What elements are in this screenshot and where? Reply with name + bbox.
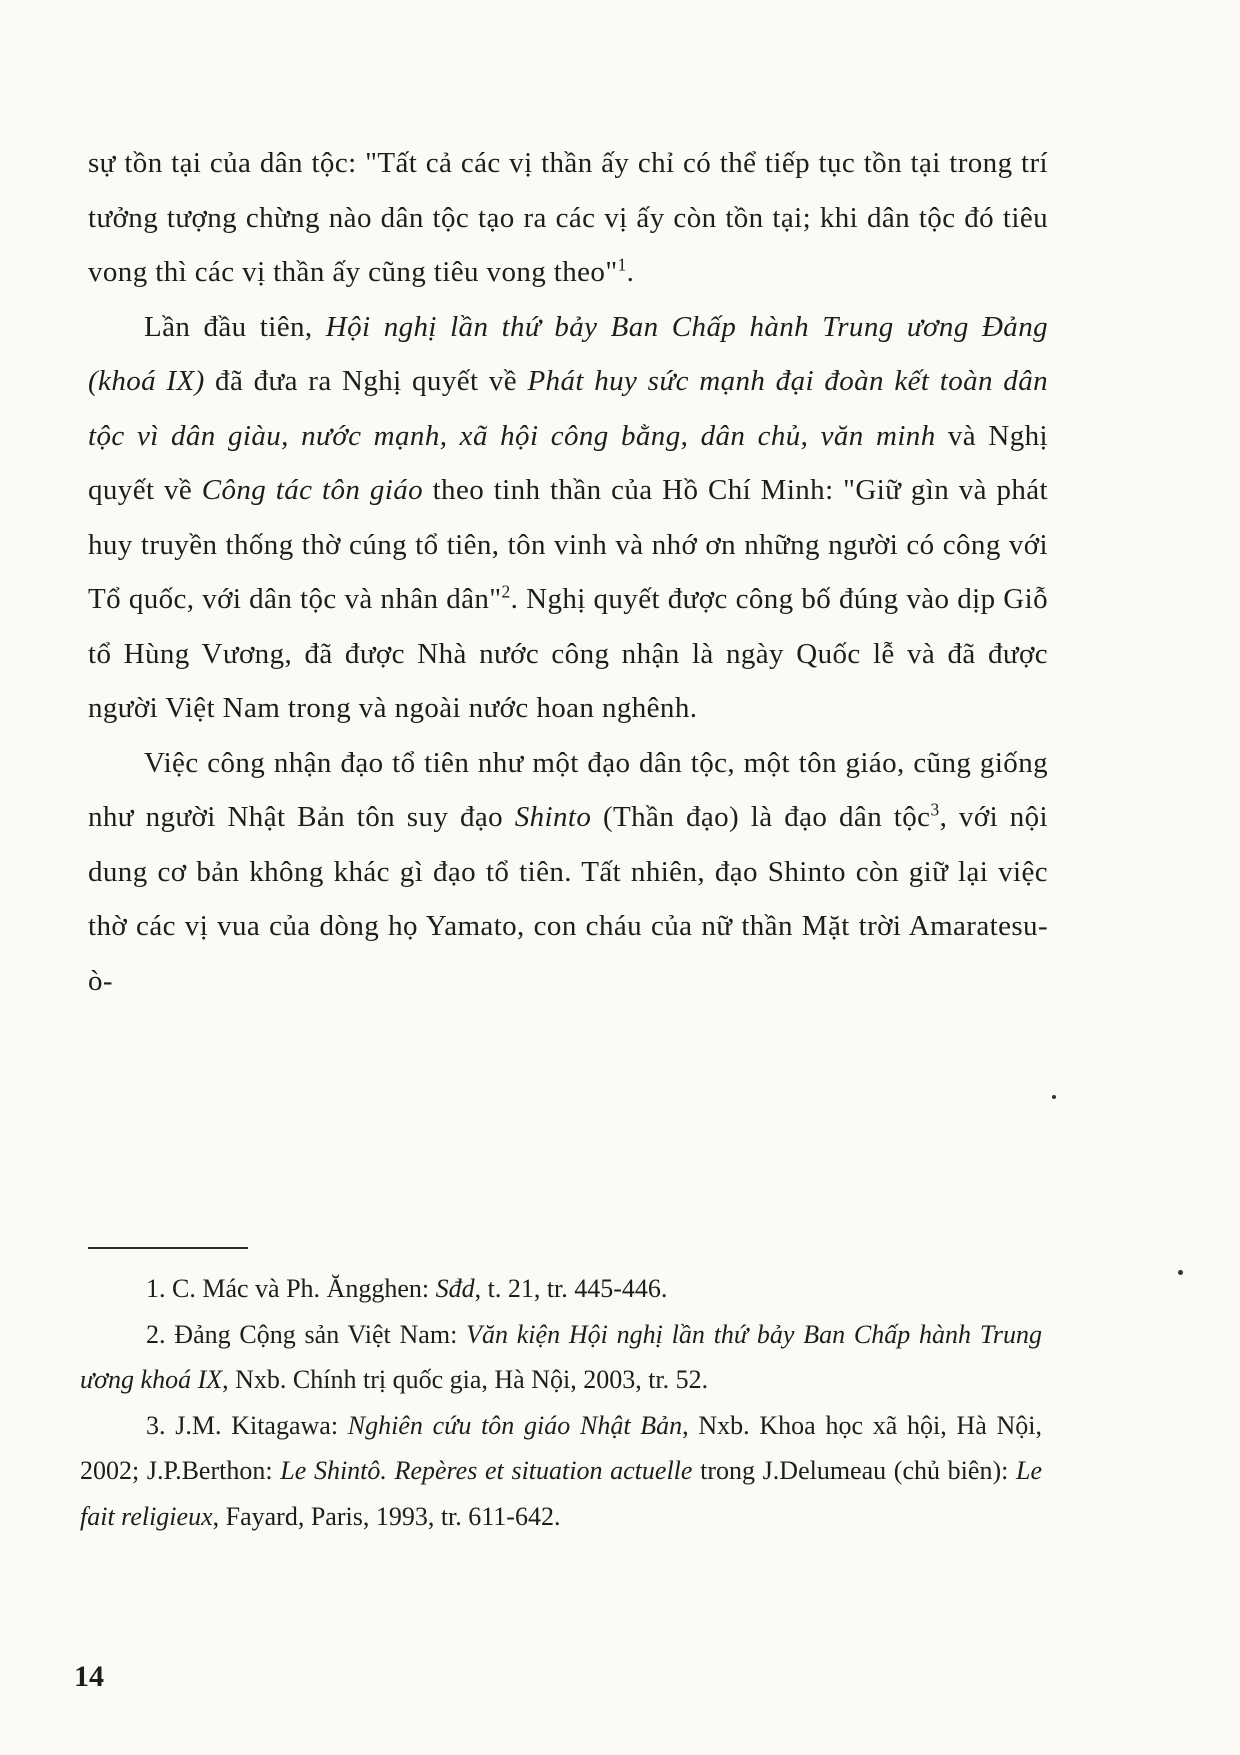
text-run: 1. C. Mác và Ph. Ăngghen: bbox=[146, 1274, 436, 1303]
footnotes bbox=[80, 1266, 1042, 1539]
text-run: đã đưa ra Nghị quyết về bbox=[204, 365, 528, 397]
footnote-divider bbox=[88, 1247, 248, 1249]
text-run: , Fayard, Paris, 1993, tr. 611-642. bbox=[212, 1501, 561, 1531]
italic-text: Shinto bbox=[514, 801, 592, 833]
text-run: sự tồn tại của dân tộc: "Tất cả các vị thần ấy chỉ có thể tiếp tục tồn tại trong trí tưởng tượng chừng nào dân tộc tạo ra các vị ấy còn tồn tại; khi dân tộc đó tiêu vong thì các vị thần ấy cũng tiêu vong theo" bbox=[88, 147, 1048, 288]
text-run: Việc công nhận đạo tổ tiên như một đạo dân tộc, một tôn giáo, cũng giống như người Nhật Bản tôn suy đạo bbox=[88, 746, 1048, 833]
text-run: trong J.Delumeau (chủ biên): bbox=[692, 1456, 1016, 1485]
paragraph bbox=[88, 736, 1048, 1009]
text-run: theo tinh thần của Hồ Chí Minh: "Giữ gìn và phát huy truyền thống thờ cúng tổ tiên, tôn vinh và nhớ ơn những người có công với Tổ quốc, với dân tộc và nhân dân" bbox=[88, 474, 1048, 615]
footnote-marker: 3 bbox=[930, 799, 940, 820]
footnote-marker: 2 bbox=[501, 581, 511, 602]
text-run: , t. 21, tr. 445-446. bbox=[474, 1274, 668, 1303]
text-run: , với nội dung cơ bản không khác gì đạo tổ tiên. Tất nhiên, đạo Shinto còn giữ lại việc thờ các vị vua của dòng họ Yamato, con cháu của nữ thần Mặt trời Amaratesu-ò- bbox=[88, 801, 1048, 997]
italic-text: Le Shintô. Repères et situation actuelle bbox=[280, 1456, 693, 1485]
text-run: (Thần đạo) là đạo dân tộc bbox=[591, 801, 931, 833]
footnote-marker: 1 bbox=[617, 254, 627, 275]
italic-text: Công tác tôn giáo bbox=[201, 474, 423, 506]
italic-text: Hội nghị lần thứ bảy Ban Chấp hành Trung ương Đảng (khoá IX) bbox=[88, 310, 1049, 397]
paragraph bbox=[88, 300, 1048, 736]
text-run: . bbox=[626, 256, 635, 288]
scan-speck bbox=[1178, 1270, 1183, 1275]
body-text bbox=[88, 136, 1048, 1008]
page-number: 14 bbox=[74, 1660, 104, 1693]
scan-speck bbox=[1052, 1095, 1056, 1099]
footnote bbox=[80, 1266, 1042, 1312]
text-run: 3. J.M. Kitagawa: bbox=[146, 1410, 348, 1440]
footnote bbox=[80, 1312, 1042, 1403]
text-run: và Nghị quyết về bbox=[88, 419, 1048, 506]
italic-text: Phát huy sức mạnh đại đoàn kết toàn dân tộc vì dân giàu, nước mạnh, xã hội công bằng, dân chủ, văn minh bbox=[88, 365, 1048, 452]
text-run: . Nghị quyết được công bố đúng vào dịp Giỗ tổ Hùng Vương, đã được Nhà nước công nhận là ngày Quốc lễ và đã được người Việt Nam trong và ngoài nước hoan nghênh. bbox=[88, 583, 1048, 724]
italic-text: Le fait religieux bbox=[80, 1456, 1042, 1531]
paragraph bbox=[88, 136, 1048, 300]
italic-text: Nghiên cứu tôn giáo Nhật Bản bbox=[347, 1410, 683, 1440]
text-run: , Nxb. Khoa học xã hội, Hà Nội, 2002; J.P.Berthon: bbox=[80, 1410, 1042, 1485]
italic-text: Văn kiện Hội nghị lần thứ bảy Ban Chấp hành Trung ương khoá IX bbox=[80, 1319, 1042, 1394]
text-run: 2. Đảng Cộng sản Việt Nam: bbox=[146, 1319, 467, 1349]
text-run: Lần đầu tiên, bbox=[144, 310, 326, 343]
text-run: , Nxb. Chính trị quốc gia, Hà Nội, 2003, tr. 52. bbox=[222, 1365, 709, 1394]
footnote bbox=[80, 1403, 1042, 1540]
italic-text: Sđd bbox=[435, 1274, 475, 1303]
